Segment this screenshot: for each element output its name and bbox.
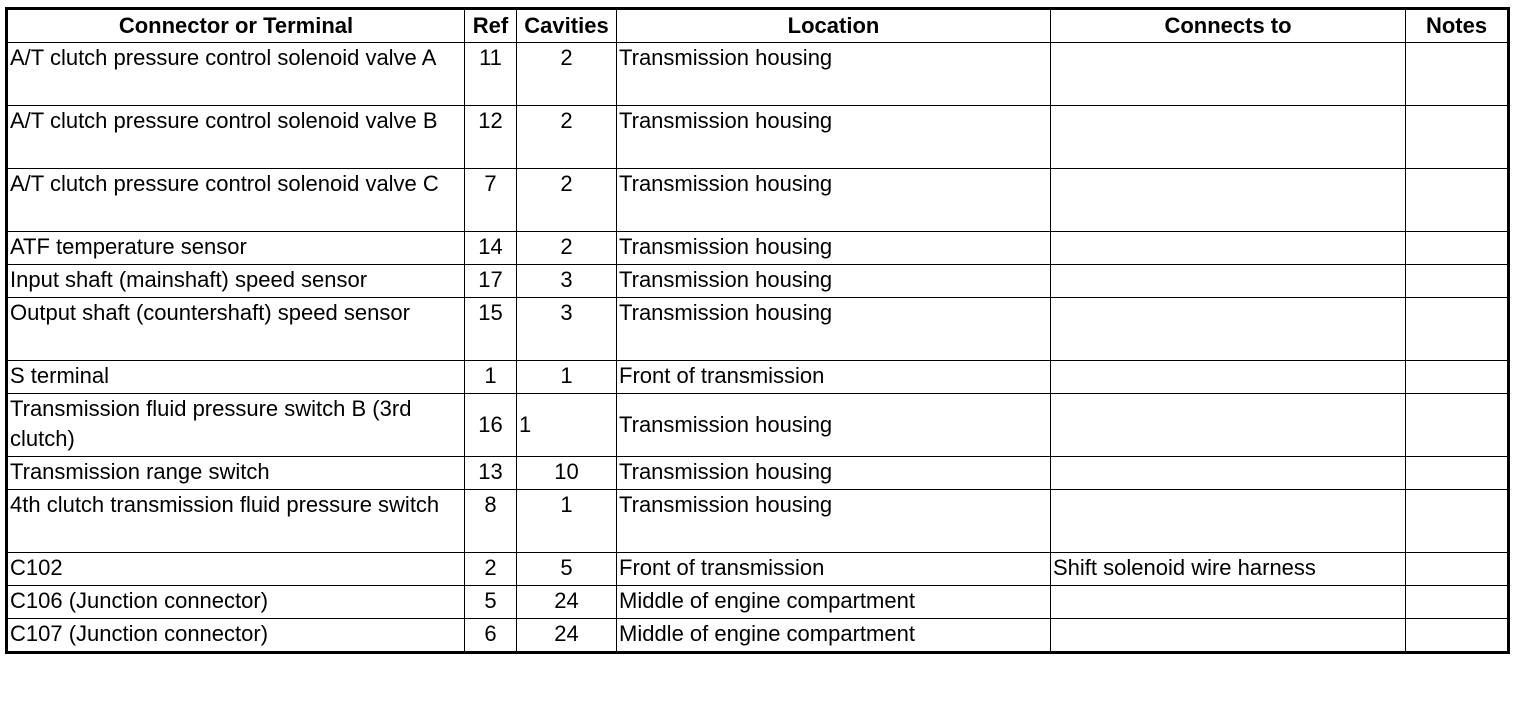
cell-connector: S terminal xyxy=(7,361,465,394)
cell-location: Transmission housing xyxy=(617,106,1051,169)
table-row xyxy=(7,232,1509,265)
cell-notes xyxy=(1406,586,1509,619)
cell-location: Transmission housing xyxy=(617,394,1051,457)
cell-ref: 6 xyxy=(465,619,517,653)
table-row xyxy=(7,457,1509,490)
cell-location: Middle of engine compartment xyxy=(617,586,1051,619)
table-row xyxy=(7,106,1509,169)
cell-ref: 1 xyxy=(465,361,517,394)
cell-ref: 15 xyxy=(465,298,517,361)
cell-connector: Transmission fluid pressure switch B (3rd clutch) xyxy=(7,394,465,457)
cell-connects-to xyxy=(1051,361,1406,394)
cell-notes xyxy=(1406,361,1509,394)
cell-cavities: 24 xyxy=(517,586,617,619)
header-connector: Connector or Terminal xyxy=(7,9,465,43)
cell-ref: 8 xyxy=(465,490,517,553)
cell-notes xyxy=(1406,106,1509,169)
cell-notes xyxy=(1406,298,1509,361)
cell-connector: C107 (Junction connector) xyxy=(7,619,465,653)
cell-connector: C102 xyxy=(7,553,465,586)
cell-cavities: 5 xyxy=(517,553,617,586)
header-ref: Ref xyxy=(465,9,517,43)
cell-location: Transmission housing xyxy=(617,169,1051,232)
table-row xyxy=(7,265,1509,298)
cell-ref: 13 xyxy=(465,457,517,490)
header-location: Location xyxy=(617,9,1051,43)
cell-cavities: 1 xyxy=(517,490,617,553)
cell-location: Transmission housing xyxy=(617,298,1051,361)
table-row xyxy=(7,169,1509,232)
cell-location: Front of transmission xyxy=(617,361,1051,394)
cell-location: Transmission housing xyxy=(617,457,1051,490)
cell-connects-to xyxy=(1051,457,1406,490)
table-row xyxy=(7,298,1509,361)
cell-connects-to xyxy=(1051,619,1406,653)
cell-notes xyxy=(1406,457,1509,490)
cell-location: Transmission housing xyxy=(617,490,1051,553)
cell-connects-to: Shift solenoid wire harness xyxy=(1051,553,1406,586)
cell-ref: 2 xyxy=(465,553,517,586)
cell-ref: 14 xyxy=(465,232,517,265)
cell-connector: A/T clutch pressure control solenoid valve B xyxy=(7,106,465,169)
cell-location: Transmission housing xyxy=(617,43,1051,106)
cell-cavities: 1 xyxy=(517,394,617,457)
cell-connects-to xyxy=(1051,169,1406,232)
cell-connects-to xyxy=(1051,43,1406,106)
cell-notes xyxy=(1406,619,1509,653)
cell-connector: 4th clutch transmission fluid pressure switch xyxy=(7,490,465,553)
cell-notes xyxy=(1406,169,1509,232)
cell-notes xyxy=(1406,232,1509,265)
cell-location: Transmission housing xyxy=(617,232,1051,265)
table-row xyxy=(7,586,1509,619)
cell-connector: Transmission range switch xyxy=(7,457,465,490)
cell-location: Transmission housing xyxy=(617,265,1051,298)
cell-cavities: 10 xyxy=(517,457,617,490)
cell-ref: 7 xyxy=(465,169,517,232)
header-notes: Notes xyxy=(1406,9,1509,43)
table-header-row xyxy=(7,9,1509,43)
cell-ref: 12 xyxy=(465,106,517,169)
cell-connector: Output shaft (countershaft) speed sensor xyxy=(7,298,465,361)
cell-ref: 11 xyxy=(465,43,517,106)
cell-connector: ATF temperature sensor xyxy=(7,232,465,265)
cell-connector: C106 (Junction connector) xyxy=(7,586,465,619)
cell-notes xyxy=(1406,265,1509,298)
cell-cavities: 1 xyxy=(517,361,617,394)
cell-cavities: 3 xyxy=(517,265,617,298)
cell-cavities: 3 xyxy=(517,298,617,361)
table-row xyxy=(7,619,1509,653)
cell-notes xyxy=(1406,43,1509,106)
table-row xyxy=(7,490,1509,553)
connector-table-container xyxy=(5,7,1507,704)
cell-location: Front of transmission xyxy=(617,553,1051,586)
cell-notes xyxy=(1406,394,1509,457)
cell-cavities: 2 xyxy=(517,43,617,106)
cell-cavities: 24 xyxy=(517,619,617,653)
cell-cavities: 2 xyxy=(517,169,617,232)
cell-connects-to xyxy=(1051,265,1406,298)
cell-location: Middle of engine compartment xyxy=(617,619,1051,653)
cell-notes xyxy=(1406,490,1509,553)
table-row xyxy=(7,361,1509,394)
cell-connects-to xyxy=(1051,490,1406,553)
cell-connects-to xyxy=(1051,232,1406,265)
table-row xyxy=(7,394,1509,457)
cell-ref: 17 xyxy=(465,265,517,298)
table-row xyxy=(7,43,1509,106)
cell-cavities: 2 xyxy=(517,106,617,169)
cell-ref: 5 xyxy=(465,586,517,619)
cell-connector: A/T clutch pressure control solenoid valve A xyxy=(7,43,465,106)
cell-cavities: 2 xyxy=(517,232,617,265)
cell-ref: 16 xyxy=(465,394,517,457)
cell-connects-to xyxy=(1051,106,1406,169)
cell-connects-to xyxy=(1051,394,1406,457)
header-cavities: Cavities xyxy=(517,9,617,43)
table-row xyxy=(7,553,1509,586)
connector-table xyxy=(5,7,1510,654)
cell-connector: Input shaft (mainshaft) speed sensor xyxy=(7,265,465,298)
cell-connects-to xyxy=(1051,586,1406,619)
cell-notes xyxy=(1406,553,1509,586)
cell-connects-to xyxy=(1051,298,1406,361)
header-connects-to: Connects to xyxy=(1051,9,1406,43)
cell-connector: A/T clutch pressure control solenoid valve C xyxy=(7,169,465,232)
